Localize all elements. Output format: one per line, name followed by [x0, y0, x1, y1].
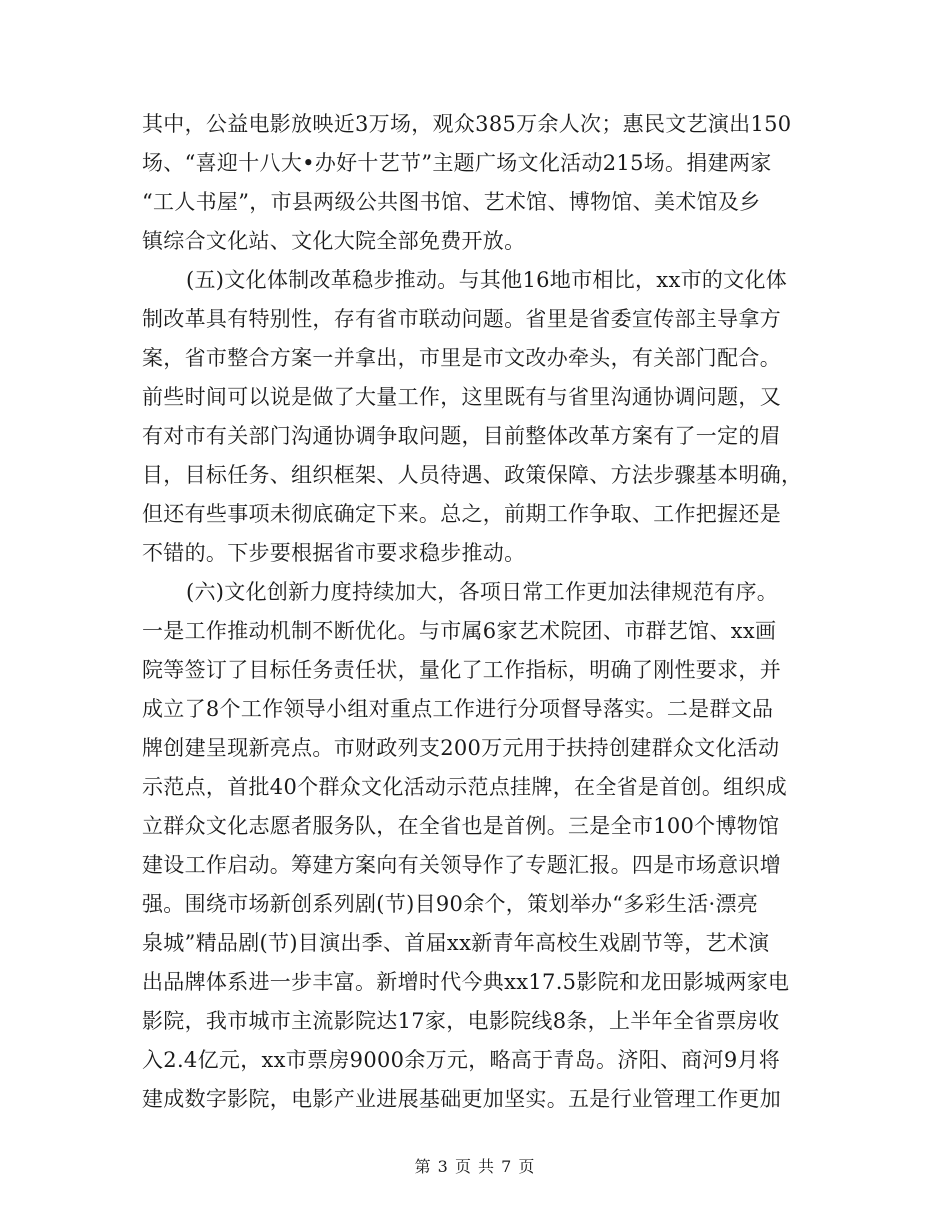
body-text-line: 影院，我市城市主流影院达17家，电影院线8条，上半年全省票房收: [142, 1009, 780, 1033]
body-text-line: 制改革具有特别性，存有省市联动问题。省里是省委宣传部主导拿方: [142, 307, 781, 331]
section-heading-line: (六)文化创新力度持续加大，各项日常工作更加法律规范有序。: [186, 580, 779, 604]
body-text-line: 成立了8个工作领导小组对重点工作进行分项督导落实。二是群文品: [142, 697, 774, 721]
body-text-line: 一是工作推动机制不断优化。与市属6家艺术院团、市群艺馆、xx画: [142, 619, 777, 643]
body-text-line: 牌创建呈现新亮点。市财政列支200万元用于扶持创建群众文化活动: [142, 736, 780, 760]
body-text-line: 但还有些事项未彻底确定下来。总之，前期工作争取、工作把握还是: [142, 502, 781, 526]
body-text-line: 泉城”精品剧(节)目演出季、首届xx新青年高校生戏剧节等，艺术演: [142, 931, 770, 955]
body-text-line: 建成数字影院，电影产业进展基础更加坚实。五是行业管理工作更加: [142, 1087, 781, 1111]
body-text-line: 场、“喜迎十八大•办好十艺节”主题广场文化活动215场。捐建两家: [142, 151, 772, 175]
body-text-line: 有对市有关部门沟通协调争取问题，目前整体改革方案有了一定的眉: [142, 424, 781, 448]
body-text-line: 其中，公益电影放映近3万场，观众385万余人次；惠民文艺演出150: [142, 112, 792, 136]
body-text-line: 不错的。下步要根据省市要求稳步推动。: [142, 541, 526, 565]
section-heading-line: (五)文化体制改革稳步推动。与其他16地市相比，xx市的文化体: [186, 268, 788, 292]
body-text-line: 立群众文化志愿者服务队，在全省也是首例。三是全市100个博物馆: [142, 814, 780, 838]
page-number-footer: 第 3 页 共 7 页: [414, 1157, 536, 1176]
body-text-line: 示范点，首批40个群众文化活动示范点挂牌，在全省是首创。组织成: [142, 775, 788, 799]
body-text-line: 强。围绕市场新创系列剧(节)目90余个，策划举办“多彩生活·漂亮: [142, 892, 759, 916]
body-text-line: 镇综合文化站、文化大院全部免费开放。: [142, 229, 526, 253]
body-text-line: 入2.4亿元，xx市票房9000余万元，略高于青岛。济阳、商河9月将: [142, 1048, 781, 1072]
body-text-line: 建设工作启动。筹建方案向有关领导作了专题汇报。四是市场意识增: [142, 853, 781, 877]
body-text-line: 院等签订了目标任务责任状，量化了工作指标，明确了刚性要求，并: [142, 658, 781, 682]
body-text-line: 前些时间可以说是做了大量工作，这里既有与省里沟通协调问题，又: [142, 385, 781, 409]
body-text-line: 出品牌体系进一步丰富。新增时代今典xx17.5影院和龙田影城两家电: [142, 970, 790, 994]
body-text-line: 目，目标任务、组织框架、人员待遇、政策保障、方法步骤基本明确，: [142, 463, 803, 487]
body-text-line: 案，省市整合方案一并拿出，市里是市文改办牵头，有关部门配合。: [142, 346, 781, 370]
body-text-line: “工人书屋”，市县两级公共图书馆、艺术馆、博物馆、美术馆及乡: [142, 190, 761, 214]
